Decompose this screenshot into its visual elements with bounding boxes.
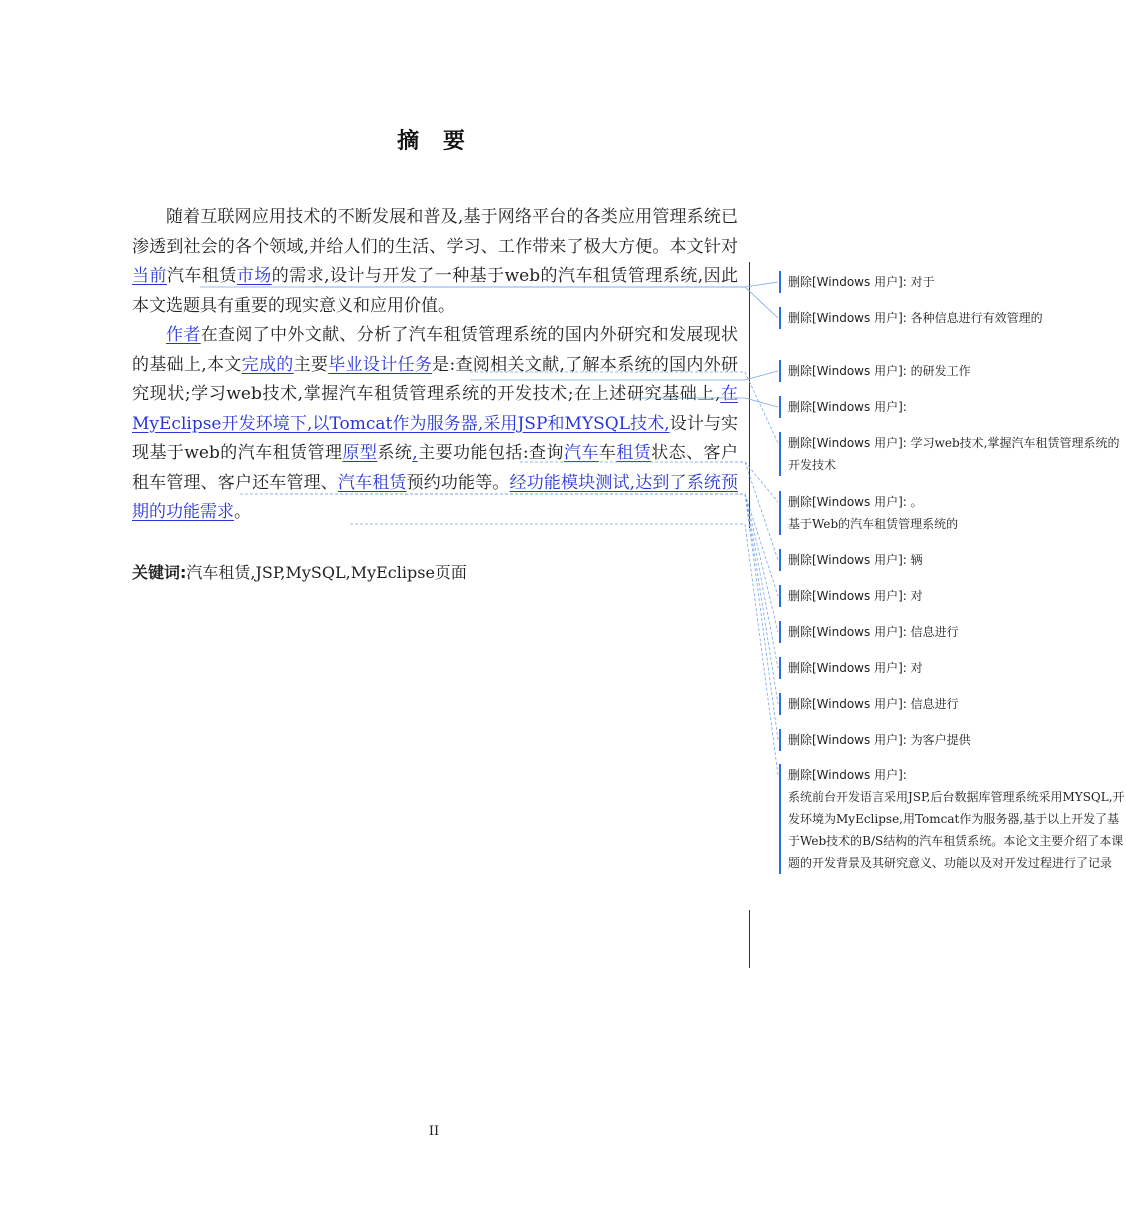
keywords-value: 汽车租赁,JSP,MySQL,MyEclipse页面: [186, 563, 467, 582]
keywords-line: [132, 560, 467, 583]
body-text-run: 主要: [293, 354, 329, 375]
inserted-text: 租赁: [616, 443, 652, 463]
comment-author-label: 删除[Windows 用户]:: [788, 436, 911, 450]
body-text-run: 系统: [377, 443, 413, 463]
comment-deleted-text-extra: 基于Web的汽车租赁管理系统的: [788, 517, 959, 531]
comment-leader-line: [520, 494, 778, 740]
comment-author-label: 删除[Windows 用户]:: [788, 311, 911, 325]
comment-author-label: 删除[Windows 用户]:: [788, 768, 907, 782]
inserted-text: 汽车: [563, 443, 599, 463]
comment-deleted-text-extra: 系统前台开发语言采用JSP,后台数据库管理系统采用MYSQL,开发环境为MyEclipse,用Tomcat作为服务器,基于以上开发了基于Web技术的B/S结构的汽车租赁系统。本论文主要介绍了本课题的开发背景及其研究意义、功能以及对开发过程进行了记录: [788, 790, 1125, 870]
abstract-paragraph-1: [132, 203, 738, 321]
body-text-run: 状态、客户租车管理、客户还车管理、: [132, 443, 739, 493]
abstract-paragraph-2: [132, 321, 738, 528]
revision-comment[interactable]: [779, 764, 1126, 874]
comment-deleted-text: 对: [910, 661, 923, 675]
keywords-label: 关键词:: [132, 563, 187, 582]
comment-author-label: 删除[Windows 用户]:: [788, 589, 911, 603]
inserted-text: ,: [412, 443, 418, 463]
comment-author-label: 删除[Windows 用户]:: [788, 364, 911, 378]
abstract-body: [132, 203, 738, 528]
revision-comment[interactable]: [779, 271, 1126, 293]
inserted-text: 完成的: [241, 354, 294, 375]
body-text-run: 的需求,设计与开发了一种基于web的汽车租赁管理系统,因此本文选题具有重要的现实意义和应用价值。: [132, 266, 739, 316]
comment-author-label: 删除[Windows 用户]:: [788, 697, 911, 711]
comment-deleted-text: 各种信息进行有效管理的: [910, 311, 1043, 325]
comment-author-label: 删除[Windows 用户]:: [788, 275, 911, 289]
body-text-run: 随着互联网应用技术的不断发展和普及,基于网络平台的各类应用管理系统已渗透到社会的各个领域,并给人们的生活、学习、工作带来了极大方便。本文针对: [132, 207, 738, 257]
inserted-text: 原型: [342, 443, 378, 463]
comment-deleted-text: 对于: [910, 275, 935, 289]
comment-author-label: 删除[Windows 用户]:: [788, 400, 907, 414]
comment-deleted-text: 辆: [910, 553, 923, 567]
comment-author-label: 删除[Windows 用户]:: [788, 553, 911, 567]
revision-comment[interactable]: [779, 621, 1126, 643]
comment-deleted-text: 。: [910, 495, 923, 509]
revision-comment[interactable]: [779, 585, 1126, 607]
body-text-run: 在查阅了中外文献、分析了汽车租赁管理系统的国内外研究和发展现状的基础上,本文: [132, 325, 738, 375]
comment-author-label: 删除[Windows 用户]:: [788, 625, 911, 639]
change-bar-upper: [749, 262, 750, 528]
comment-author-label: 删除[Windows 用户]:: [788, 495, 911, 509]
inserted-text: 市场: [236, 266, 272, 286]
revision-comment[interactable]: [779, 693, 1126, 715]
revision-comment[interactable]: [779, 432, 1126, 476]
comment-deleted-text: 信息进行: [910, 697, 959, 711]
body-text-run: 设计与实现基于web的汽车租赁管理: [132, 413, 738, 463]
comment-author-label: 删除[Windows 用户]:: [788, 661, 911, 675]
comment-author-label: 删除[Windows 用户]:: [788, 733, 911, 747]
inserted-text: 作者: [166, 325, 201, 345]
comment-deleted-text: 为客户提供: [910, 733, 971, 747]
revision-comment[interactable]: [779, 657, 1126, 679]
body-text-run: 汽车租赁: [166, 266, 237, 286]
comment-deleted-text: 信息进行: [910, 625, 959, 639]
revision-comment[interactable]: [779, 307, 1126, 329]
comment-deleted-text: 的研发工作: [910, 364, 971, 378]
revision-comment[interactable]: [779, 491, 1126, 535]
revision-comment[interactable]: [779, 360, 1126, 382]
inserted-text: 毕业设计任务: [328, 354, 433, 375]
inserted-text: 在MyEclipse开发环境下,以Tomcat作为服务器,采用JSP和MYSQL技术,: [132, 384, 738, 434]
inserted-text: 当前: [132, 266, 167, 286]
page-number: II: [428, 1124, 440, 1139]
comment-deleted-text: 对: [910, 589, 923, 603]
body-text-run: 是:查阅相关文献,了解本系统的国内外研究现状;学习web技术,掌握汽车租赁管理系统的开发技术;在上述研究基础上,: [132, 354, 739, 404]
revision-comment[interactable]: [779, 396, 1126, 418]
body-text-run: 车: [598, 443, 617, 463]
body-text-run: 主要功能包括:查询: [417, 443, 564, 463]
revision-comment[interactable]: [779, 729, 1126, 751]
change-bar-lower: [749, 910, 750, 968]
body-text-run: 预约功能等。: [406, 472, 510, 493]
page-title: 摘 要: [397, 129, 473, 154]
revision-comment[interactable]: [779, 549, 1126, 571]
comment-deleted-text: 学习web技术,掌握汽车租赁管理系统的开发技术: [788, 436, 1120, 472]
inserted-text: 汽车租赁: [337, 472, 407, 493]
body-text-run: 。: [234, 502, 251, 522]
inserted-text: 经功能模块测试,达到了系统预期的功能需求: [132, 472, 739, 522]
